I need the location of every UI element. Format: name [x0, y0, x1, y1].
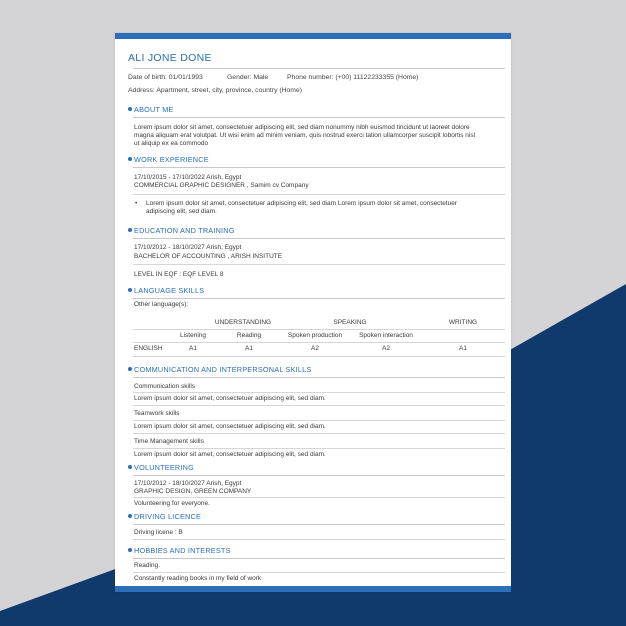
about-line: Lorem ipsum dolor sit amet, consectetuer adipiscing elit, sed diam nonummy nibh euismod tincidunt ut laoreet dolore: [134, 124, 470, 131]
lang-header-writing: WRITING: [448, 319, 478, 326]
skill-label: Time Management skills: [134, 438, 204, 445]
work-bullet-line: adipiscing elit, sed diam.: [146, 208, 217, 216]
section-volunteering: [128, 463, 194, 472]
section-title: LANGUAGE SKILLS: [134, 286, 205, 295]
section-driving-licence: [128, 512, 201, 521]
divider: [133, 572, 505, 573]
bullet-dot-icon: [128, 107, 132, 111]
skill-text: Lorem ipsum dolor sit amet, consectetuer adipiscing elit, sed diam.: [134, 423, 326, 430]
bullet-dot-icon: [128, 288, 132, 292]
lang-sub-interaction: Spoken interaction: [359, 332, 413, 339]
divider: [133, 558, 505, 559]
phone-number: Phone number: (+00) 11122233355 (Home): [287, 74, 419, 81]
about-line: magna aliquam erat volutpat. Ut wisi enim ad minim veniam, quis nostrud exerci tation ullamcorper suscipit lobortis nisl: [134, 132, 476, 140]
divider: [133, 298, 505, 299]
divider: [133, 433, 505, 434]
divider: [133, 539, 505, 540]
resume-page: [115, 33, 511, 592]
lang-row-reading: A1: [245, 345, 253, 352]
bullet-icon: •: [135, 200, 138, 207]
divider: [133, 497, 505, 498]
date-of-birth: Date of birth: 01/01/1993: [128, 74, 203, 81]
lang-row-production: A2: [311, 345, 319, 352]
lang-row-writing: A1: [459, 345, 467, 352]
lang-row-language: ENGLISH: [134, 345, 163, 352]
bullet-dot-icon: [128, 157, 132, 161]
section-education: [128, 226, 235, 235]
lang-header-understanding: UNDERSTANDING: [214, 319, 272, 326]
divider: [133, 420, 505, 421]
skill-label: Communication skills: [134, 383, 196, 390]
divider: [133, 167, 505, 168]
skill-text: Lorem ipsum dolor sit amet, consectetuer adipiscing elit, sed diam.: [134, 451, 326, 458]
volunteer-text: Volunteering for everyone.: [134, 500, 210, 507]
driving-text: Driving licene : B: [134, 529, 183, 536]
address: Address: Apartment, street, city, province, country (Home): [128, 87, 303, 94]
section-title: EDUCATION AND TRAINING: [134, 226, 235, 235]
work-dates: 17/10/2015 - 17/10/2022 Arish, Egypt: [134, 174, 242, 181]
hobby-item: Constantly reading books in my field of work: [134, 575, 262, 582]
gender: Gender: Male: [227, 74, 269, 81]
candidate-name: ALI JONE DONE: [128, 52, 212, 64]
section-hobbies: [128, 546, 231, 555]
divider: [133, 405, 505, 406]
education-dates: 17/10/2012 - 18/10/2027 Arish, Egypt: [134, 244, 242, 251]
lang-row-listening: A1: [189, 345, 197, 352]
section-language-skills: [128, 286, 204, 295]
skill-label: Teamwork skills: [134, 410, 180, 417]
education-level: LEVEL IN EQF : EQF LEVEL 8: [134, 271, 224, 278]
volunteer-role: GRAPHIC DESIGN, GREEN COMPANY: [134, 488, 252, 495]
divider: [133, 448, 505, 449]
section-title: VOLUNTEERING: [134, 463, 194, 472]
bullet-dot-icon: [128, 514, 132, 518]
bullet-dot-icon: [128, 367, 132, 371]
section-communication: [128, 365, 311, 374]
section-about-me: [128, 105, 174, 114]
education-degree: BACHELOR OF ACCOUNTING , ARISH INSITUTE: [134, 253, 283, 260]
section-title: DRIVING LICENCE: [134, 512, 202, 521]
work-bullet-line: Lorem ipsum dolor sit amet, consectetuer adipiscing elit, sed diam Lorem ipsum dolor sit amet, consectetuer: [146, 200, 458, 207]
lang-sub-production: Spoken production: [287, 332, 343, 339]
other-languages-label: Other language(s):: [134, 301, 189, 308]
hobby-item: Reading.: [134, 562, 161, 569]
bullet-dot-icon: [128, 548, 132, 552]
divider: [133, 68, 505, 69]
section-title: HOBBIES AND INTERESTS: [134, 546, 231, 555]
divider: [133, 475, 505, 476]
section-title: WORK EXPERIENCE: [134, 155, 209, 164]
skill-text: Lorem ipsum dolor sit amet, consectetuer adipiscing elit, sed diam.: [134, 395, 326, 402]
lang-sub-reading: Reading: [236, 332, 262, 339]
divider: [133, 356, 505, 357]
divider: [133, 238, 505, 239]
divider: [133, 264, 505, 265]
about-line: ut aliquip ex ea commodo: [134, 140, 209, 148]
section-work-experience: [128, 155, 209, 164]
section-title: ABOUT ME: [134, 105, 174, 114]
divider: [133, 117, 505, 118]
divider: [133, 392, 505, 393]
divider: [133, 524, 505, 525]
about-paragraph: [134, 124, 504, 149]
volunteer-dates: 17/10/2012 - 18/10/2027 Arish, Egypt: [134, 480, 242, 487]
lang-header-speaking: SPEAKING: [333, 319, 367, 326]
divider: [133, 329, 505, 330]
work-role: COMMERCIAL GRAPHIC DESIGNER , Samim cv Company: [134, 182, 309, 189]
bottom-accent-bar: [115, 586, 511, 592]
bullet-dot-icon: [128, 465, 132, 469]
section-title: COMMUNICATION AND INTERPERSONAL SKILLS: [134, 365, 312, 374]
divider: [133, 194, 505, 195]
lang-row-interaction: A2: [382, 345, 390, 352]
lang-sub-listening: Listening: [179, 332, 207, 339]
divider: [133, 342, 505, 343]
bullet-dot-icon: [128, 228, 132, 232]
top-accent-bar: [115, 33, 511, 39]
divider: [133, 377, 505, 378]
